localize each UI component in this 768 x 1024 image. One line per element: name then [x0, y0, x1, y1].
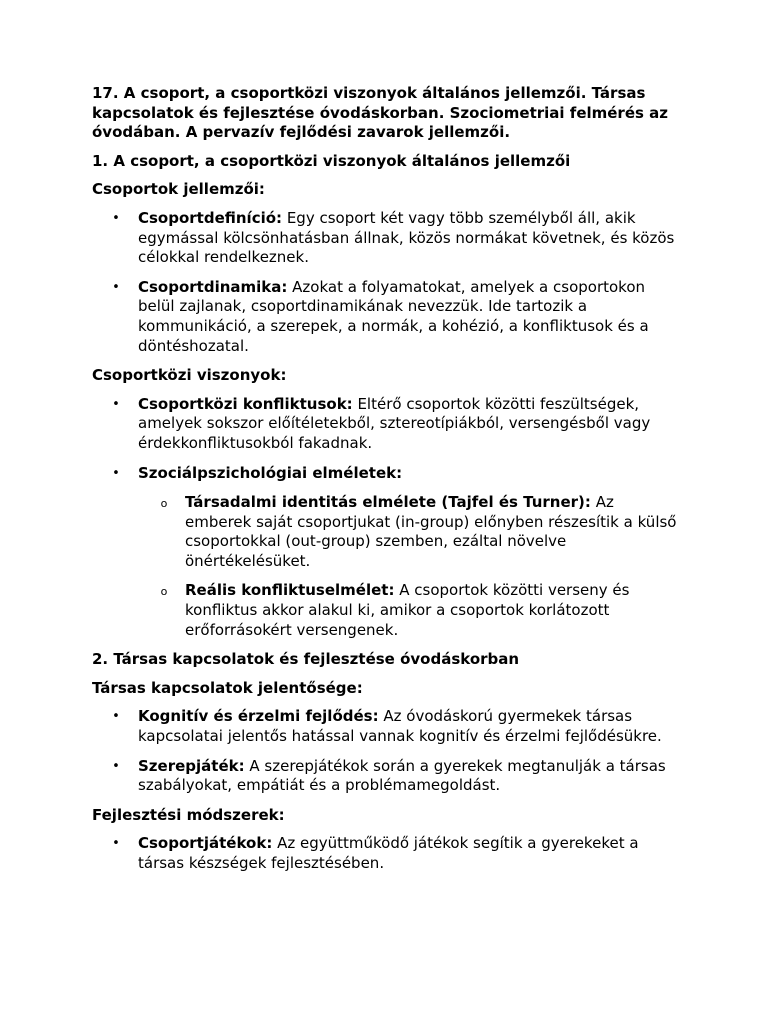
list-item-text: Egy csoport két vagy több személyből áll, akik egymással kölcsönhatásban állnak, közös normákat követnek, és közös célokkal rendelkeznek. [138, 208, 675, 267]
sub-bullet-list [138, 493, 682, 640]
list-item [92, 834, 682, 873]
section-1-sub-1-heading: Csoportok jellemzői: [92, 180, 265, 199]
sub-list-item [138, 581, 682, 640]
list-item-text: Azokat a folyamatokat, amelyek a csoportokon belül zajlanak, csoportdinamikának nevezzük. Ide tartozik a kommunikáció, a szerepek, a normák, a kohézió, a konfliktusok és a döntéshozatal. [138, 277, 649, 355]
list-item [92, 707, 682, 746]
sub-list-item-text: A csoportok közötti verseny és konfliktus akkor alakul ki, amikor a csoportok korlátozott erőforrásokért versengenek. [185, 581, 630, 639]
list-item-term: Szociálpszichológiai elméletek: [138, 463, 403, 482]
bullet-list [92, 834, 682, 873]
bullet-icon: • [112, 758, 120, 774]
sub-bullet-icon: o [160, 497, 168, 511]
list-item-text: A szerepjátékok során a gyerekek megtanulják a társas szabályokat, empátiát és a problémamegoldást. [138, 756, 666, 795]
list-item-term: Csoportdefiníció: [138, 208, 283, 227]
sub-list-item-term: Társadalmi identitás elmélete (Tajfel és Turner): [185, 493, 591, 512]
list-item [92, 464, 682, 641]
bullet-list [92, 707, 682, 795]
list-item-text: Az együttműködő játékok segítik a gyerekeket a társas készségek fejlesztésében. [138, 834, 639, 872]
bullet-list [92, 209, 682, 356]
document-content [92, 84, 682, 884]
list-item-term: Csoportjátékok: [138, 834, 273, 853]
section-1-sub-2-heading: Csoportközi viszonyok: [92, 366, 287, 385]
list-item-term: Csoportdinamika: [138, 277, 288, 296]
bullet-icon: • [112, 210, 120, 226]
list-item [92, 395, 682, 454]
bullet-list [92, 395, 682, 641]
section-2-sub-2-heading: Fejlesztési módszerek: [92, 805, 285, 824]
list-item-term: Kognitív és érzelmi fejlődés: [138, 707, 379, 726]
list-item [92, 757, 682, 796]
sub-list-item [138, 493, 682, 571]
section-1-heading: 1. A csoport, a csoportközi viszonyok általános jellemzői [92, 151, 571, 170]
list-item-text: Eltérő csoportok közötti feszültségek, amelyek sokszor előítéletekből, sztereotípiákból, versengésből vagy érdekkonfliktusokból fakadnak. [138, 394, 651, 452]
sub-list-item-text: Az emberek saját csoportjukat (in-group) előnyben részesítik a külső csoportokkal (out-group) szemben, ezáltal növelve önértékelésüket. [185, 493, 677, 570]
section-2-sub-1-heading: Társas kapcsolatok jelentősége: [92, 678, 363, 697]
section-2-heading: 2. Társas kapcsolatok és fejlesztése óvodáskorban [92, 650, 520, 669]
sub-list-item-term: Reális konfliktuselmélet: [185, 581, 395, 600]
bullet-icon: • [112, 279, 120, 295]
bullet-icon: • [112, 396, 120, 412]
list-item-text: Az óvodáskorú gyermekek társas kapcsolatai jelentős hatással vannak kognitív és érzelmi fejlődésükre. [138, 707, 662, 746]
sub-bullet-icon: o [160, 585, 168, 599]
list-item [92, 278, 682, 356]
bullet-icon: • [112, 465, 120, 481]
list-item-term: Szerepjáték: [138, 756, 245, 775]
bullet-icon: • [112, 709, 120, 725]
list-item [92, 209, 682, 268]
bullet-icon: • [112, 836, 120, 852]
list-item-term: Csoportközi konfliktusok: [138, 394, 353, 413]
document-title: 17. A csoport, a csoportközi viszonyok általános jellemzői. Társas kapcsolatok és fejlesztése óvodáskorban. Szociometriai felmérés az óvodában. A pervazív fejlődési zavarok jellemzői. [92, 84, 669, 142]
